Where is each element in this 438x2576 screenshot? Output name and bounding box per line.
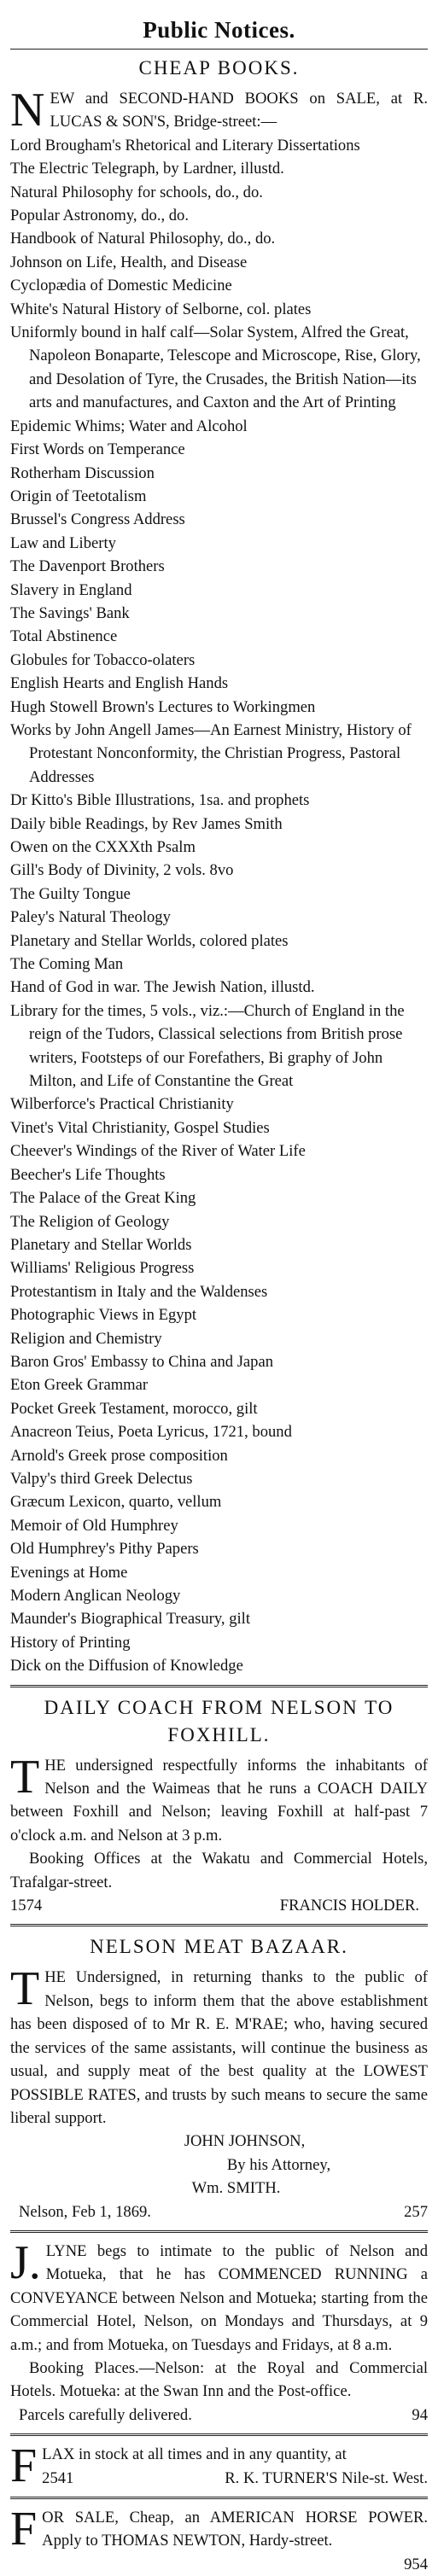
list-item: Owen on the CXXXth Psalm [10, 838, 196, 856]
dropcap: J. [10, 2235, 41, 2289]
list-item: Pocket Greek Testament, morocco, gilt [10, 1399, 258, 1418]
list-item: Wilberforce's Practical Christianity [10, 1095, 234, 1114]
list-item: Valpy's third Greek Delectus [10, 1469, 193, 1488]
notice-for-sale [10, 2503, 428, 2576]
title-rule [10, 49, 428, 50]
for-sale-footer [10, 2553, 428, 2576]
list-item: Hand of God in war. The Jewish Nation, illustd. [10, 978, 315, 997]
list-item: White's Natural History of Selborne, col. plates [10, 300, 312, 318]
list-item: Globules for Tobacco-olaters [10, 650, 196, 669]
ad-number: 2541 [42, 2468, 74, 2487]
notice-divider [10, 2230, 428, 2233]
list-item: Planetary and Stellar Worlds, colored plates [10, 931, 289, 950]
list-item: Epidemic Whims; Water and Alcohol [10, 417, 248, 435]
list-item: Natural Philosophy for schools, do., do. [10, 183, 263, 201]
notice-divider [10, 1924, 428, 1926]
list-item: English Hearts and English Hands [10, 674, 229, 693]
ad-number: 257 [404, 2202, 428, 2221]
list-item: The Coming Man [10, 955, 124, 974]
meat-bazaar-title: NELSON MEAT BAZAAR. [90, 1936, 348, 1958]
signature: FRANCIS HOLDER. [279, 1897, 419, 1915]
list-item: Baron Gros' Embassy to China and Japan [10, 1352, 274, 1371]
daily-coach-offices: Booking Offices at the Wakatu and Commercial Hotels, Trafalgar-street. [10, 1850, 428, 1891]
list-item: Religion and Chemistry [10, 1329, 162, 1348]
date: Nelson, Feb 1, 1869. [19, 2202, 151, 2221]
list-item: Works by John Angell James—An Earnest Ministry, History of Protestant Nonconformity, the Christian Progress, Pastoral Addresses [10, 720, 412, 786]
list-item: The Palace of the Great King [10, 1189, 196, 1208]
notice-meat-bazaar [10, 1933, 428, 2223]
list-item: Handbook of Natural Philosophy, do., do. [10, 230, 276, 248]
lyne-body: J. LYNE begs to intimate to the public of Nelson and Motueka, that he has COMMENCED RUNNING a CONVEYANCE between Nelson and Motueka; starting from the Commercial Hotel, Nelson, on Mondays and Thursdays, at 9 a.m.; and from Motueka, on Tuesdays and Fridays, at 8 a.m. [10, 2235, 428, 2354]
list-item: Dr Kitto's Bible Illustrations, 1sa. and prophets [10, 791, 310, 810]
list-item: Planetary and Stellar Worlds [10, 1235, 192, 1254]
dropcap: T [10, 1750, 40, 1804]
notice-flax [10, 2439, 428, 2493]
cheap-books-title: CHEAP BOOKS. [138, 57, 300, 79]
lyne-booking: Booking Places.—Nelson: at the Royal and Commercial Hotels. Motueka: at the Swan Inn and the Post-office. [10, 2358, 428, 2401]
notice-divider [10, 1685, 428, 1687]
list-item: Library for the times, 5 vols., viz.:—Church of England in the reign of the Tudors, Classical selections from British prose writers, Footsteps of our Forefathers, Bi graphy of John Milton, and Life of Constantine the Great [10, 1001, 405, 1091]
list-item: Williams' Religious Progress [10, 1259, 195, 1278]
for-sale-body: FOR SALE, Cheap, an AMERICAN HORSE POWER. Apply to THOMAS NEWTON, Hardy-street. [10, 2503, 428, 2556]
daily-coach-body: THE undersigned respectfully informs the inhabitants of Nelson and the Waimeas that he runs a COACH DAILY between Foxhill and Nelson; leaving Foxhill at half-past 7 o'clock a.m. and Nelson at 3 p.m. [10, 1750, 428, 1845]
list-item: Vinet's Vital Christianity, Gospel Studies [10, 1118, 270, 1137]
list-item: Origin of Teetotalism [10, 487, 147, 505]
list-item: Uniformly bound in half calf—Solar System, Alfred the Great, Napoleon Bonaparte, Telescope and Microscope, Rise, Glory, and Desolation of Tyre, the Crusades, the British Nation—its arts and manufactures, and Caxton and the Art of Printing [10, 323, 421, 412]
list-item: Total Abstinence [10, 627, 118, 646]
list-item: The Guilty Tongue [10, 884, 131, 903]
signature: R. K. TURNER'S Nile-st. West. [225, 2468, 428, 2487]
dropcap: N [10, 84, 45, 137]
list-item: Eton Greek Grammar [10, 1376, 149, 1395]
flax-footer [42, 2467, 428, 2490]
list-item: History of Printing [10, 1633, 131, 1652]
dropcap: F [10, 2439, 38, 2493]
list-item: Modern Anglican Neology [10, 1587, 181, 1605]
notice-divider [10, 2497, 428, 2499]
list-item: Arnold's Greek prose composition [10, 1446, 228, 1465]
list-item: Anacreon Teius, Poeta Lyricus, 1721, bound [10, 1423, 292, 1442]
dropcap: F [10, 2503, 38, 2556]
notice-lyne [10, 2235, 428, 2427]
list-item: Popular Astronomy, do., do. [10, 207, 190, 225]
daily-coach-footer [10, 1894, 428, 1917]
signature-line-3: Wm. SMITH. [191, 2179, 281, 2198]
list-item: Memoir of Old Humphrey [10, 1516, 178, 1535]
notice-divider [10, 2433, 428, 2436]
dropcap: T [10, 1962, 40, 2016]
ad-number: 1574 [10, 1897, 43, 1915]
list-item: First Words on Temperance [10, 440, 185, 459]
list-item: Græcum Lexicon, quarto, vellum [10, 1493, 222, 1512]
list-item: Brussel's Congress Address [10, 510, 185, 529]
list-item: The Electric Telegraph, by Lardner, illustd. [10, 160, 284, 178]
list-item: Protestantism in Italy and the Waldenses [10, 1282, 268, 1301]
signature-line-1: JOHN JOHNSON, [184, 2132, 306, 2151]
ad-number: 94 [412, 2405, 428, 2424]
list-item: Law and Liberty [10, 533, 116, 552]
signature-line-2: By his Attorney, [226, 2155, 331, 2174]
cheap-books-intro: NEW and SECOND-HAND BOOKS on SALE, at R. LUCAS & SON'S, Bridge-street:— [10, 84, 428, 137]
notice-daily-coach [10, 1694, 428, 1918]
notice-cheap-books [10, 55, 428, 1678]
list-item: Dick on the Diffusion of Knowledge [10, 1657, 243, 1676]
list-item: The Religion of Geology [10, 1212, 170, 1231]
list-item: Evenings at Home [10, 1563, 128, 1582]
page-title: Public Notices. [143, 17, 295, 43]
meat-bazaar-body: THE Undersigned, in returning thanks to the public of Nelson, begs to inform them that the above establishment has been disposed of to Mr R. E. M'RAE; who, having secured the services of the same assistants, will continue the business as usual, and supply meat of the best quality at the LOWEST POSSIBLE RATES, and trusts by such means to secure the same liberal support. [10, 1962, 428, 2127]
list-item: Rotherham Discussion [10, 463, 155, 482]
list-item: Beecher's Life Thoughts [10, 1165, 166, 1184]
list-item: Daily bible Readings, by Rev James Smith [10, 814, 283, 833]
list-item: Slavery in England [10, 580, 132, 599]
flax-body: FLAX in stock at all times and in any quantity, at [10, 2439, 347, 2493]
list-item: The Savings' Bank [10, 603, 130, 622]
list-item: Gill's Body of Divinity, 2 vols. 8vo [10, 861, 234, 880]
list-item: Hugh Stowell Brown's Lectures to Workingmen [10, 697, 316, 716]
list-item: Cheever's Windings of the River of Water Life [10, 1142, 306, 1161]
daily-coach-title: DAILY COACH FROM NELSON TO FOXHILL. [44, 1696, 394, 1746]
meat-bazaar-footer [10, 2200, 428, 2223]
lyne-footer [10, 2404, 428, 2427]
parcels-note: Parcels carefully delivered. [19, 2405, 192, 2424]
book-list [10, 134, 428, 1678]
list-item: Old Humphrey's Pithy Papers [10, 1540, 199, 1559]
list-item: Maunder's Biographical Treasury, gilt [10, 1610, 251, 1629]
ad-number: 954 [404, 2555, 428, 2573]
list-item: Photographic Views in Egypt [10, 1306, 197, 1325]
list-item: Cyclopædia of Domestic Medicine [10, 277, 232, 295]
list-item: Paley's Natural Theology [10, 908, 171, 927]
list-item: Johnson on Life, Health, and Disease [10, 253, 248, 271]
list-item: Lord Brougham's Rhetorical and Literary Dissertations [10, 136, 360, 154]
list-item: The Davenport Brothers [10, 557, 165, 576]
